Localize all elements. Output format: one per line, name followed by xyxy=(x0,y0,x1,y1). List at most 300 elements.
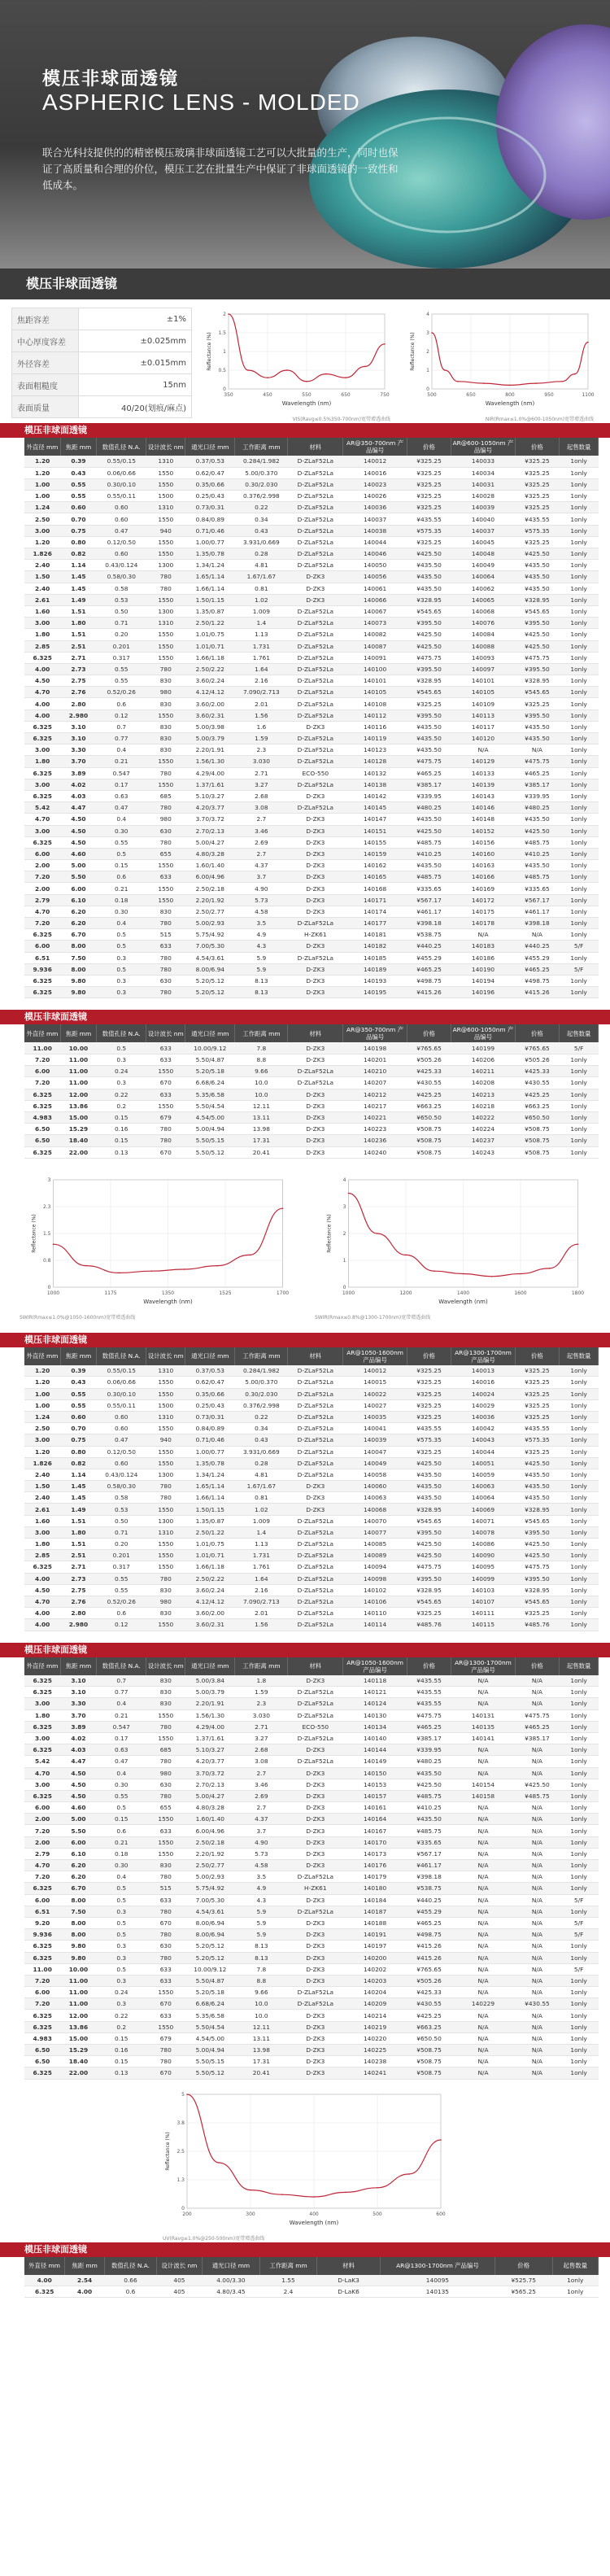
table-cell: 4.80/3.28 xyxy=(185,1802,235,1814)
table-cell: 4.02 xyxy=(60,779,96,790)
table-cell: 1only xyxy=(560,1883,599,1894)
table-cell: 6.20 xyxy=(60,1860,96,1871)
table-cell: 4.70 xyxy=(24,906,60,917)
column-header: 设计波长 nm xyxy=(146,1347,185,1365)
table-cell: 140012 xyxy=(343,456,407,467)
table-cell: 140099 xyxy=(451,1573,515,1584)
table-cell: 1.56/1.30 xyxy=(185,1709,235,1721)
table-cell: 1500 xyxy=(146,491,185,502)
table-cell: ¥325.25 xyxy=(407,491,451,502)
table-cell: 18.40 xyxy=(60,2056,96,2067)
table-cell: 140039 xyxy=(451,502,515,513)
table-cell: ¥440.25 xyxy=(515,941,560,952)
table-cell: ¥475.75 xyxy=(407,1709,451,1721)
table-cell: 0.18 xyxy=(97,1848,146,1859)
table-cell: ¥435.55 xyxy=(407,513,451,525)
table-row xyxy=(24,1526,599,1538)
table-cell: D-ZK3 xyxy=(288,2045,343,2056)
table-cell: 3.60/2.31 xyxy=(185,1619,235,1631)
table-cell: 0.55 xyxy=(97,1790,146,1801)
table-cell: ¥328.95 xyxy=(515,1584,560,1596)
uv-chart xyxy=(0,2080,610,2242)
table-row xyxy=(24,836,599,848)
table-cell: D-ZK3 xyxy=(288,1975,343,1986)
table-cell: 2.01 xyxy=(235,1608,288,1619)
table-cell: 1.24 xyxy=(24,1411,60,1422)
table-cell: 140133 xyxy=(451,767,515,779)
table-cell: 780 xyxy=(146,1929,185,1941)
y-axis-label: Reflectance (%) xyxy=(326,1213,333,1253)
table-cell: 7.00/5.30 xyxy=(185,1894,235,1906)
table-cell: 4.3 xyxy=(235,941,288,952)
table-cell: 2.50/2.77 xyxy=(185,906,235,917)
table-cell: D-ZK3 xyxy=(288,1790,343,1801)
table-cell: ¥545.65 xyxy=(515,1596,560,1607)
table-cell: 4.12/4.12 xyxy=(185,687,235,698)
table-cell: D-ZK3 xyxy=(288,1481,343,1492)
table-cell: 0.3 xyxy=(97,1906,146,1917)
table-cell: 5.9 xyxy=(235,1929,288,1941)
table-cell: 1only xyxy=(560,883,599,894)
table-cell: 1only xyxy=(560,1732,599,1744)
spec-row xyxy=(12,374,192,396)
table-row xyxy=(24,1388,599,1399)
table-cell: 1.20 xyxy=(24,1365,60,1377)
table-cell: 140161 xyxy=(343,1802,407,1814)
table-cell: 1only xyxy=(560,1573,599,1584)
table-cell: 1only xyxy=(560,1561,599,1573)
table-cell: 140013 xyxy=(451,1365,515,1377)
table-cell: 140094 xyxy=(343,1561,407,1573)
table-cell: 140163 xyxy=(451,860,515,871)
table-cell: 140148 xyxy=(451,814,515,825)
table-cell: 8.00 xyxy=(60,941,96,952)
table-cell: 3.70 xyxy=(60,756,96,767)
table-cell: 1.02 xyxy=(235,1504,288,1515)
table-cell: ¥480.25 xyxy=(407,1756,451,1767)
table-row xyxy=(24,1457,599,1469)
table-cell: 4.50 xyxy=(24,1584,60,1596)
table-cell: ¥435.50 xyxy=(407,1492,451,1504)
table-cell: 1550 xyxy=(146,1100,185,1111)
table-cell: 7.20 xyxy=(24,1054,60,1066)
table-cell: 140038 xyxy=(343,525,407,536)
table-cell: 0.47 xyxy=(97,1434,146,1446)
spec-key: 中心厚度容差 xyxy=(12,330,79,352)
table-cell: 1only xyxy=(560,1596,599,1607)
table-cell: 9.66 xyxy=(235,1066,288,1077)
table-cell: ¥440.25 xyxy=(407,941,451,952)
table-cell: 2.00 xyxy=(24,860,60,871)
table-cell: 5.10/3.27 xyxy=(185,790,235,801)
x-tick-label: 1525 xyxy=(219,1290,232,1296)
table-cell: 140183 xyxy=(451,941,515,952)
table-cell: 140084 xyxy=(451,629,515,640)
table-cell: ¥425.33 xyxy=(407,1066,451,1077)
table-cell: D-ZK3 xyxy=(288,1860,343,1871)
table-cell: 1.761 xyxy=(235,652,288,663)
table-cell: ¥410.25 xyxy=(407,848,451,859)
table-cell: 515 xyxy=(146,1883,185,1894)
table-cell: 140145 xyxy=(343,802,407,814)
table-cell: N/A xyxy=(515,1860,560,1871)
table-cell: 140202 xyxy=(343,1963,407,1975)
table-wrap xyxy=(0,438,610,998)
table-cell: 4.20/3.77 xyxy=(185,802,235,814)
table-cell: 6.325 xyxy=(24,1721,60,1732)
table-cell: 1only xyxy=(560,456,599,467)
table-cell: 1550 xyxy=(146,2021,185,2032)
table-cell: 0.3 xyxy=(97,1054,146,1066)
table-cell: N/A xyxy=(451,1825,515,1836)
table-cell: 1only xyxy=(560,1124,599,1135)
table-cell: 140218 xyxy=(451,1100,515,1111)
table-cell: 0.30/2.030 xyxy=(235,1388,288,1399)
table-cell: D-ZLaF52La xyxy=(288,802,343,814)
table-cell: N/A xyxy=(515,2021,560,2032)
table-cell: 3.00 xyxy=(24,1434,60,1446)
y-tick-label: 2 xyxy=(426,349,429,355)
table-cell: 0.60 xyxy=(97,502,146,513)
table-cell: 12.00 xyxy=(60,1089,96,1100)
table-cell: N/A xyxy=(451,1814,515,1825)
table-cell: 655 xyxy=(146,848,185,859)
table-cell: ¥339.95 xyxy=(407,1744,451,1756)
table-cell: 0.5 xyxy=(97,1894,146,1906)
x-tick-label: 800 xyxy=(505,392,515,398)
table-row xyxy=(24,1124,599,1135)
table-cell: 1.80 xyxy=(24,1539,60,1550)
table-cell: 3.00 xyxy=(24,618,60,629)
table-cell: 3.00 xyxy=(24,1698,60,1709)
table-cell: 3.00 xyxy=(24,1526,60,1538)
table-cell: D-ZLaF52La xyxy=(288,1446,343,1457)
table-cell: 140111 xyxy=(451,1608,515,1619)
table-cell: 1300 xyxy=(146,560,185,571)
data-point xyxy=(509,385,511,386)
table-cell: 1300 xyxy=(146,1469,185,1480)
table-cell: 0.06/0.66 xyxy=(97,467,146,478)
table-row xyxy=(24,848,599,859)
table-cell: 2.40 xyxy=(24,1492,60,1504)
table-cell: 3.00 xyxy=(24,1779,60,1790)
table-cell: 7.20 xyxy=(24,1998,60,2010)
table-cell: 5/F xyxy=(560,963,599,975)
table-cell: 4.00 xyxy=(24,1619,60,1631)
table-cell: 830 xyxy=(146,906,185,917)
table-cell: 1only xyxy=(560,952,599,963)
table-cell: 6.325 xyxy=(24,1952,60,1963)
table-cell: 1550 xyxy=(146,1504,185,1515)
table-cell: 0.55 xyxy=(97,663,146,675)
table-cell: 0.35/0.66 xyxy=(185,1388,235,1399)
table-row xyxy=(24,1906,599,1917)
table-cell: 633 xyxy=(146,1894,185,1906)
table-cell: 1only xyxy=(560,640,599,652)
table-cell: N/A xyxy=(515,1687,560,1698)
table-cell: 2.20/1.92 xyxy=(185,1848,235,1859)
table-cell: D-ZLaF52La xyxy=(288,1399,343,1411)
table-cell: 1.66/1.18 xyxy=(185,1561,235,1573)
table-cell: ¥650.50 xyxy=(407,1111,451,1123)
table-cell: 140191 xyxy=(343,1929,407,1941)
table-row xyxy=(24,1917,599,1928)
table-row xyxy=(24,1848,599,1859)
table-cell: 0.6 xyxy=(97,871,146,883)
table-cell: 3.27 xyxy=(235,1732,288,1744)
table-cell: 1.51 xyxy=(60,605,96,617)
data-point xyxy=(377,2187,378,2189)
table-cell: 10.0 xyxy=(235,2010,288,2021)
table-row xyxy=(24,952,599,963)
table-cell: 5.00/3.79 xyxy=(185,1687,235,1698)
table-cell: N/A xyxy=(451,2010,515,2021)
table-row xyxy=(24,744,599,756)
table-cell: ¥415.26 xyxy=(407,1941,451,1952)
table-cell: ¥325.25 xyxy=(407,1446,451,1457)
table-cell: 9.80 xyxy=(60,975,96,986)
table-cell: 140067 xyxy=(343,605,407,617)
table-cell: 8.00/6.94 xyxy=(185,1929,235,1941)
table-cell: 6.325 xyxy=(24,1883,60,1894)
table-cell: 780 xyxy=(146,1481,185,1492)
table-cell: 4.50 xyxy=(60,836,96,848)
table-cell: 1only xyxy=(560,1469,599,1480)
table-cell: ¥435.55 xyxy=(407,1698,451,1709)
table-cell: 1.35/0.78 xyxy=(185,1457,235,1469)
table-cell: 140036 xyxy=(343,502,407,513)
table-cell: 0.12 xyxy=(97,709,146,721)
table-cell: 1310 xyxy=(146,1411,185,1422)
table-cell: D-ZK3 xyxy=(288,1767,343,1779)
table-cell: 140016 xyxy=(451,1377,515,1388)
table-cell: 140138 xyxy=(343,779,407,790)
table-cell: D-ZLaF52La xyxy=(288,1756,343,1767)
table-cell: 2.79 xyxy=(24,894,60,906)
table-row xyxy=(24,1089,599,1100)
column-header: 焦距 mm xyxy=(64,2257,104,2275)
table-cell: 1only xyxy=(560,2021,599,2032)
table-cell: 140073 xyxy=(343,618,407,629)
table-cell: 13.86 xyxy=(60,1100,96,1111)
table-cell: 1550 xyxy=(146,1848,185,1859)
table-cell: 6.325 xyxy=(24,790,60,801)
spec-table xyxy=(11,308,192,418)
table-cell: 633 xyxy=(146,1042,185,1054)
y-tick-label: 0 xyxy=(181,2205,185,2211)
table-cell: ¥765.65 xyxy=(407,1963,451,1975)
table-cell: D-ZLaF52La xyxy=(288,1434,343,1446)
table-cell: 1only xyxy=(552,2286,599,2298)
table-cell: 140130 xyxy=(343,1709,407,1721)
table-cell: 1.37/1.61 xyxy=(185,1732,235,1744)
data-point xyxy=(151,1270,153,1272)
column-header: 设计波长 nm xyxy=(146,438,185,456)
table-cell: 140041 xyxy=(343,1423,407,1434)
table-cell: 1.51 xyxy=(60,1539,96,1550)
table-cell: ¥325.25 xyxy=(407,502,451,513)
table-cell: D-ZK3 xyxy=(288,1814,343,1825)
table-cell: 1550 xyxy=(146,1561,185,1573)
table-cell: ¥395.50 xyxy=(515,618,560,629)
table-row xyxy=(24,594,599,605)
table-cell: D-ZLaF52La xyxy=(288,1584,343,1596)
table-cell: D-ZLaF52La xyxy=(288,1469,343,1480)
table-cell: ¥325.25 xyxy=(515,491,560,502)
spec-value: ±1% xyxy=(79,308,192,330)
table-cell: 0.43 xyxy=(60,467,96,478)
table-cell: 1550 xyxy=(146,640,185,652)
table-cell: 8.00/6.94 xyxy=(185,1917,235,1928)
table-cell: 1only xyxy=(560,502,599,513)
table-cell: 0.30/0.10 xyxy=(97,1388,146,1399)
table-cell: 2.80 xyxy=(60,698,96,709)
table-cell: ¥325.25 xyxy=(515,1608,560,1619)
table-cell: 140097 xyxy=(451,663,515,675)
table-cell: ¥650.50 xyxy=(515,1111,560,1123)
table-cell: ¥425.25 xyxy=(407,1089,451,1100)
column-header: 数值孔径 N.A. xyxy=(97,1347,146,1365)
y-tick-label: 3 xyxy=(47,1177,51,1183)
table-cell: 1.51 xyxy=(60,629,96,640)
table-row xyxy=(24,663,599,675)
table-cell: 2.00 xyxy=(24,1814,60,1825)
table-cell: 780 xyxy=(146,1124,185,1135)
table-cell: 5/F xyxy=(560,1894,599,1906)
table-cell: ¥663.25 xyxy=(515,1100,560,1111)
table-cell: 1only xyxy=(560,733,599,744)
table-cell: ¥415.26 xyxy=(407,1952,451,1963)
table-cell: ¥425.50 xyxy=(407,825,451,836)
table-cell: 1only xyxy=(560,709,599,721)
table-cell: ¥435.50 xyxy=(407,1481,451,1492)
table-cell: 980 xyxy=(146,1596,185,1607)
spec-row xyxy=(12,308,192,330)
table-cell: 1only xyxy=(560,2045,599,2056)
table-cell: 140076 xyxy=(451,618,515,629)
table-cell: 9.20 xyxy=(24,1917,60,1928)
data-point xyxy=(408,2173,410,2175)
table-row xyxy=(24,2010,599,2021)
table-cell: 2.20/1.92 xyxy=(185,894,235,906)
table-cell: 1.50/1.15 xyxy=(185,1504,235,1515)
table-cell: 1only xyxy=(560,560,599,571)
table-cell: 4.00 xyxy=(24,2275,64,2286)
table-cell: N/A xyxy=(515,1744,560,1756)
table-cell: ¥508.75 xyxy=(407,1146,451,1158)
table-cell: D-ZLaF52La xyxy=(288,709,343,721)
table-cell: 140120 xyxy=(451,733,515,744)
table-wrap xyxy=(0,2257,610,2299)
table-cell: ¥480.25 xyxy=(407,802,451,814)
table-cell: N/A xyxy=(451,1883,515,1894)
column-header: AR@1300-1700nm 产品编号 xyxy=(451,1657,515,1675)
table-cell: ¥398.18 xyxy=(407,1871,451,1883)
table-cell: 4.47 xyxy=(60,802,96,814)
table-cell: D-ZK3 xyxy=(288,2010,343,2021)
table-cell: 2.980 xyxy=(60,1619,96,1631)
table-cell: D-ZK3 xyxy=(288,594,343,605)
table-cell: 4.58 xyxy=(235,1860,288,1871)
table-cell: ¥395.50 xyxy=(407,618,451,629)
table-cell: 1.20 xyxy=(24,456,60,467)
table-cell: 780 xyxy=(146,963,185,975)
table-cell: 940 xyxy=(146,1434,185,1446)
table-cell: 3.70 xyxy=(60,1709,96,1721)
column-header: 材料 xyxy=(317,2257,381,2275)
table-cell: 3.10 xyxy=(60,733,96,744)
spec-row xyxy=(12,396,192,418)
table-cell: 2.50/1.22 xyxy=(185,618,235,629)
table-cell: 0.6 xyxy=(97,1608,146,1619)
table-cell: D-ZK3 xyxy=(288,1135,343,1146)
table-cell: D-ZLaF52La xyxy=(288,1561,343,1573)
table-cell: 5.42 xyxy=(24,802,60,814)
table-cell: 0.5 xyxy=(97,1929,146,1941)
column-header: 价格 xyxy=(515,438,560,456)
table-cell: 11.00 xyxy=(24,1042,60,1054)
table-cell: ¥325.25 xyxy=(515,456,560,467)
table-row xyxy=(24,2032,599,2044)
table-cell: ¥398.18 xyxy=(407,918,451,929)
table-cell: 1550 xyxy=(146,1836,185,1848)
table-cell: 0.4 xyxy=(97,1871,146,1883)
table-cell: 6.325 xyxy=(24,767,60,779)
table-cell: ¥435.50 xyxy=(515,1481,560,1492)
lens-image xyxy=(179,0,610,269)
table-cell: N/A xyxy=(451,1767,515,1779)
table-cell: 1only xyxy=(560,2056,599,2067)
table-cell: 1only xyxy=(560,1779,599,1790)
spec-value: ±0.025mm xyxy=(79,330,192,352)
data-point xyxy=(574,373,576,375)
table-cell: ¥325.25 xyxy=(515,1446,560,1457)
table-cell: ¥508.75 xyxy=(407,2045,451,2056)
table-cell: 2.7 xyxy=(235,848,288,859)
table-cell: 1only xyxy=(560,1952,599,1963)
table-cell: 6.325 xyxy=(24,2067,60,2079)
table-cell: 830 xyxy=(146,733,185,744)
table-cell: ¥435.50 xyxy=(515,1492,560,1504)
table-cell: D-ZK3 xyxy=(288,860,343,871)
table-cell: 140212 xyxy=(343,1089,407,1100)
table-cell: 4.50 xyxy=(60,814,96,825)
table-cell: 140034 xyxy=(451,467,515,478)
table-cell: 5.00/3.79 xyxy=(185,733,235,744)
table-cell: 1only xyxy=(560,779,599,790)
table-cell: ¥425.33 xyxy=(407,1987,451,1998)
table-cell: 1.00 xyxy=(24,1388,60,1399)
table-cell: 2.50/2.18 xyxy=(185,883,235,894)
table-cell: 0.22 xyxy=(235,1411,288,1422)
table-cell: 140209 xyxy=(343,1998,407,2010)
table-cell: 4.58 xyxy=(235,906,288,917)
table-cell: ¥485.75 xyxy=(515,836,560,848)
table-cell: 3.00 xyxy=(24,779,60,790)
table-row xyxy=(24,675,599,687)
table-cell: 0.55 xyxy=(97,675,146,687)
table-cell: 1.50/1.15 xyxy=(185,594,235,605)
table-cell: 4.00 xyxy=(24,1573,60,1584)
table-cell: 12.00 xyxy=(60,2010,96,2021)
table-cell: ¥325.25 xyxy=(515,1365,560,1377)
table-cell: 8.13 xyxy=(235,1941,288,1952)
table-cell: 6.68/6.24 xyxy=(185,1077,235,1089)
table-cell: ¥567.17 xyxy=(407,1848,451,1859)
chart-caption: NIR(Rmax≤1.0%@600-1050nm)宽带增透曲线 xyxy=(485,417,594,422)
table-cell: 5.42 xyxy=(24,1756,60,1767)
table-cell: D-ZK3 xyxy=(288,1952,343,1963)
